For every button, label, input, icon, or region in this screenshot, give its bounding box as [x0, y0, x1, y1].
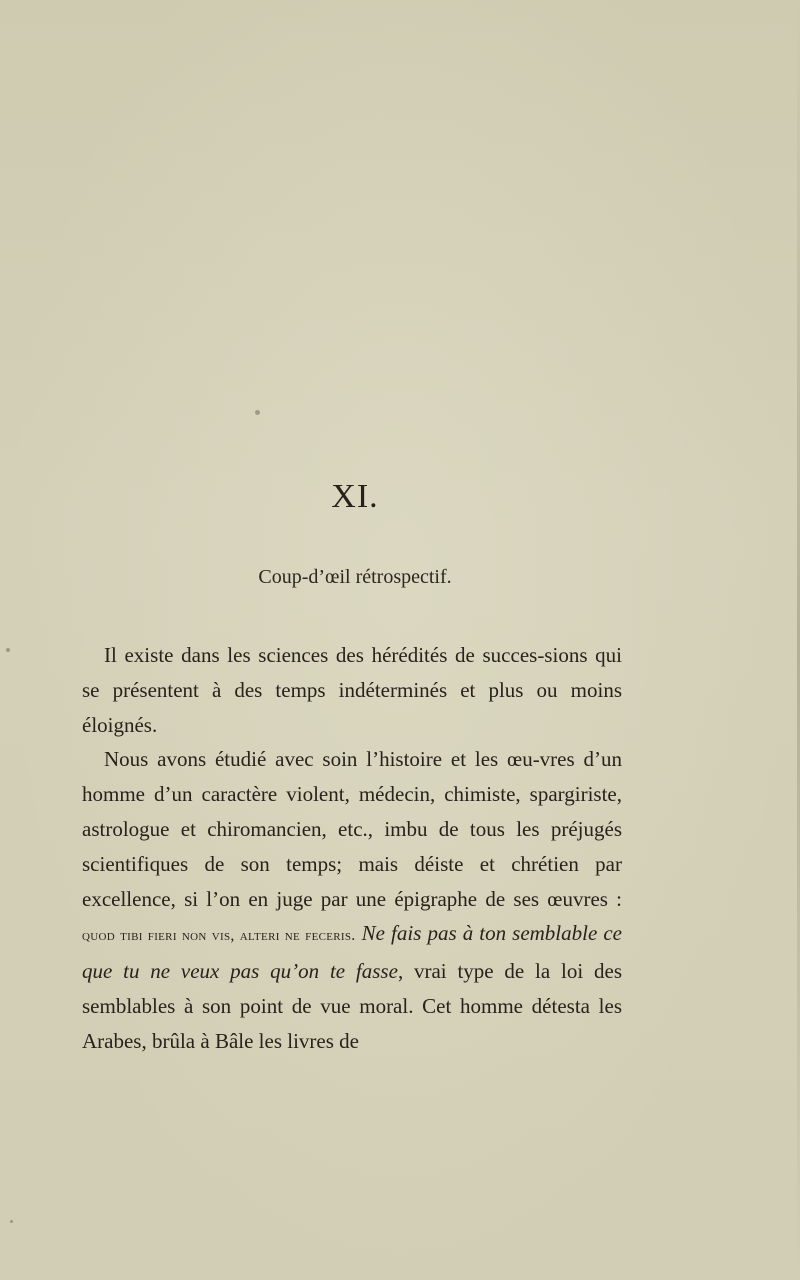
paragraph-2-start: Nous avons étudié avec soin l’histoire et les œu-vres d’un homme d’un caractère violent, médecin, chimiste, spargiriste, astrologue et chiromancien, etc., imbu de tous les préjugés scientifiques de son temps; mais déiste et chrétien par excellence, si l’on en juge par une épigraphe de ses œuvres :: [82, 747, 622, 911]
body-text: [82, 638, 622, 1059]
paragraph-1: Il existe dans les sciences des hérédités de succes-sions qui se présentent à des temps indéterminés et plus ou moins éloignés.: [82, 643, 622, 737]
latin-epigraph: quod tibi fieri non vis, alteri ne feceris.: [82, 927, 356, 945]
paragraph-2-end: , vrai type de la loi des semblables à son point de vue moral. Cet homme détesta les Arabes, brûla à Bâle les livres de: [82, 959, 622, 1053]
paper-speck: [6, 648, 10, 652]
chapter-number: XI.: [331, 478, 379, 515]
paper-speck: [255, 410, 260, 415]
paragraph-2: [82, 742, 622, 1058]
paper-speck: [10, 1220, 13, 1223]
french-epigraph: Ne fais pas à ton semblable ce que tu ne veux pas qu’on te fasse: [82, 921, 623, 984]
chapter-title: Coup-d’œil rétrospectif.: [258, 566, 452, 588]
